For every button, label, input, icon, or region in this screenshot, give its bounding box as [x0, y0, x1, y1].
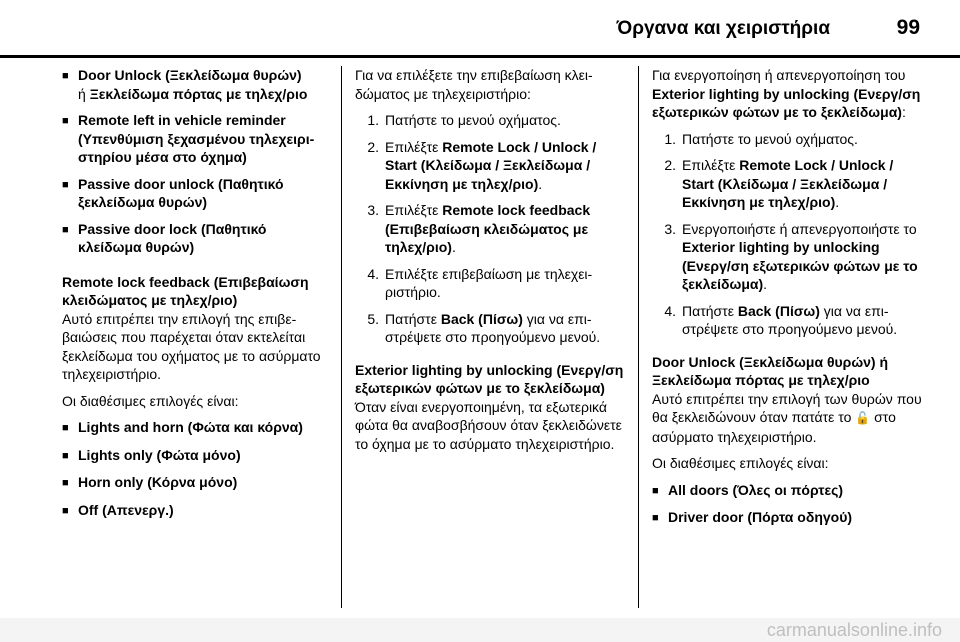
- bullet-icon: ■: [62, 477, 69, 489]
- column-1: [62, 66, 330, 528]
- paragraph: Όταν είναι ενεργοποιημένη, τα εξωτερικά φώτα θα αναβοσβήσουν όταν ξεκλειδώνετε το όχημα με το ασύρματο τηλεχειριστήριο.: [355, 398, 622, 452]
- option-item: ■ Horn only (Κόρνα μόνο): [62, 473, 330, 493]
- paragraph: Για να επιλέξετε την επιβεβαίωση κλειδώματος με τηλεχειριστήριο:: [355, 67, 593, 102]
- step-item: 1. Πατήστε το μενού οχήματος.: [367, 112, 561, 128]
- step-item: 2. Επιλέξτε Remote Lock / Unlock / Start (Κλείδωμα / Ξεκλείδωμα / Εκκίνηση με τηλεχ/ριο).: [367, 138, 597, 192]
- column-2: [355, 66, 625, 461]
- option-item: ■ Lights only (Φώτα μόνο): [62, 446, 330, 466]
- step-item: 5. Πατήστε Back (Πίσω) για να επιστρέψετε στο προηγούμενο μενού.: [367, 310, 601, 345]
- step-item: 3. Ενεργοποιήστε ή απενεργοποιήστε το Exterior lighting by unlocking (Ενεργ/ση εξωτερικών φώτων με το ξεκλείδωμα).: [664, 220, 918, 292]
- bullet-icon: ■: [62, 70, 69, 82]
- step-item: 1. Πατήστε το μενού οχήματος.: [664, 130, 858, 147]
- bullet-icon: ■: [652, 484, 659, 497]
- bullet-icon: ■: [62, 422, 69, 434]
- column-divider-1: [341, 66, 342, 608]
- bullet-icon: ■: [62, 504, 69, 517]
- bullet-icon: ■: [62, 115, 69, 127]
- page-number: 99: [896, 16, 920, 39]
- paragraph: Αυτό επιτρέπει την επιλογή της επιβεβαιώσεις που παρέχεται όταν εκτελείται ξεκλείδωμα του οχήματος με το ασύρματο τηλεχειριστήριο.: [62, 310, 321, 382]
- options-intro: Οι διαθέσιμες επιλογές είναι:: [652, 455, 829, 471]
- options-intro: Οι διαθέσιμες επιλογές είναι:: [62, 392, 239, 409]
- paragraph: Για ενεργοποίηση ή απενεργοποίηση του Exterior lighting by unlocking (Ενεργ/ση εξωτερικών φώτων με το ξεκλείδωμα):: [652, 67, 921, 120]
- bullet-icon: ■: [62, 223, 69, 236]
- step-item: 4. Επιλέξτε επιβεβαίωση με τηλεχειριστήριο.: [367, 265, 593, 300]
- header-rule: [0, 55, 960, 58]
- step-item: 3. Επιλέξτε Remote lock feedback (Επιβεβαίωση κλειδώματος με τηλεχ/ριο).: [367, 202, 591, 255]
- option-item: ■ All doors (Όλες οι πόρτες): [652, 481, 924, 501]
- section-heading: Exterior lighting by unlocking (Ενεργ/ση εξωτερικών φώτων με το ξεκλείδωμα): [355, 361, 624, 396]
- column-divider-2: [638, 66, 639, 608]
- bullet-icon: ■: [62, 178, 69, 191]
- section-heading: Remote lock feedback (Επιβεβαίωση κλειδώματος με τηλεχ/ριο): [62, 273, 309, 308]
- column-3: [652, 66, 924, 536]
- option-item: ■ Driver door (Πόρτα οδηγού): [652, 508, 924, 528]
- page-header: [0, 0, 960, 46]
- list-item: ■ Door Unlock (Ξεκλείδωμα θυρών) ή Ξεκλείδωμα πόρτας με τηλεχ/ριο: [62, 67, 308, 102]
- watermark: carmanualsonline.info: [0, 618, 960, 642]
- list-item: ■ Passive door lock (Παθητικό κλείδωμα θυρών): [62, 220, 267, 255]
- paragraph: Αυτό επιτρέπει την επιλογή των θυρών που θα ξεκλειδώνουν όταν πατάτε το 🔓 στο ασύρματο τηλεχειριστήριο.: [652, 390, 922, 445]
- bullet-icon: ■: [652, 512, 659, 524]
- page-title: Όργανα και χειριστήρια: [616, 18, 830, 39]
- step-item: 4. Πατήστε Back (Πίσω) για να επιστρέψετε στο προηγούμενο μενού.: [664, 302, 898, 337]
- option-item: ■ Lights and horn (Φώτα και κόρνα): [62, 418, 330, 438]
- bullet-icon: ■: [62, 449, 69, 462]
- list-item: ■ Passive door unlock (Παθητικό ξεκλείδωμα θυρών): [62, 175, 284, 210]
- step-item: 2. Επιλέξτε Remote Lock / Unlock / Start (Κλείδωμα / Ξεκλείδωμα / Εκκίνηση με τηλεχ/ριο).: [664, 157, 894, 210]
- option-item: ■ Off (Απενεργ.): [62, 501, 330, 521]
- section-heading: Door Unlock (Ξεκλείδωμα θυρών) ή Ξεκλείδωμα πόρτας με τηλεχ/ριο: [652, 353, 889, 388]
- unlock-icon: 🔓: [855, 411, 871, 425]
- list-item: ■ Remote left in vehicle reminder (Υπενθύμιση ξεχασμένου τηλεχειριστηρίου μέσα στο όχημα): [62, 112, 315, 165]
